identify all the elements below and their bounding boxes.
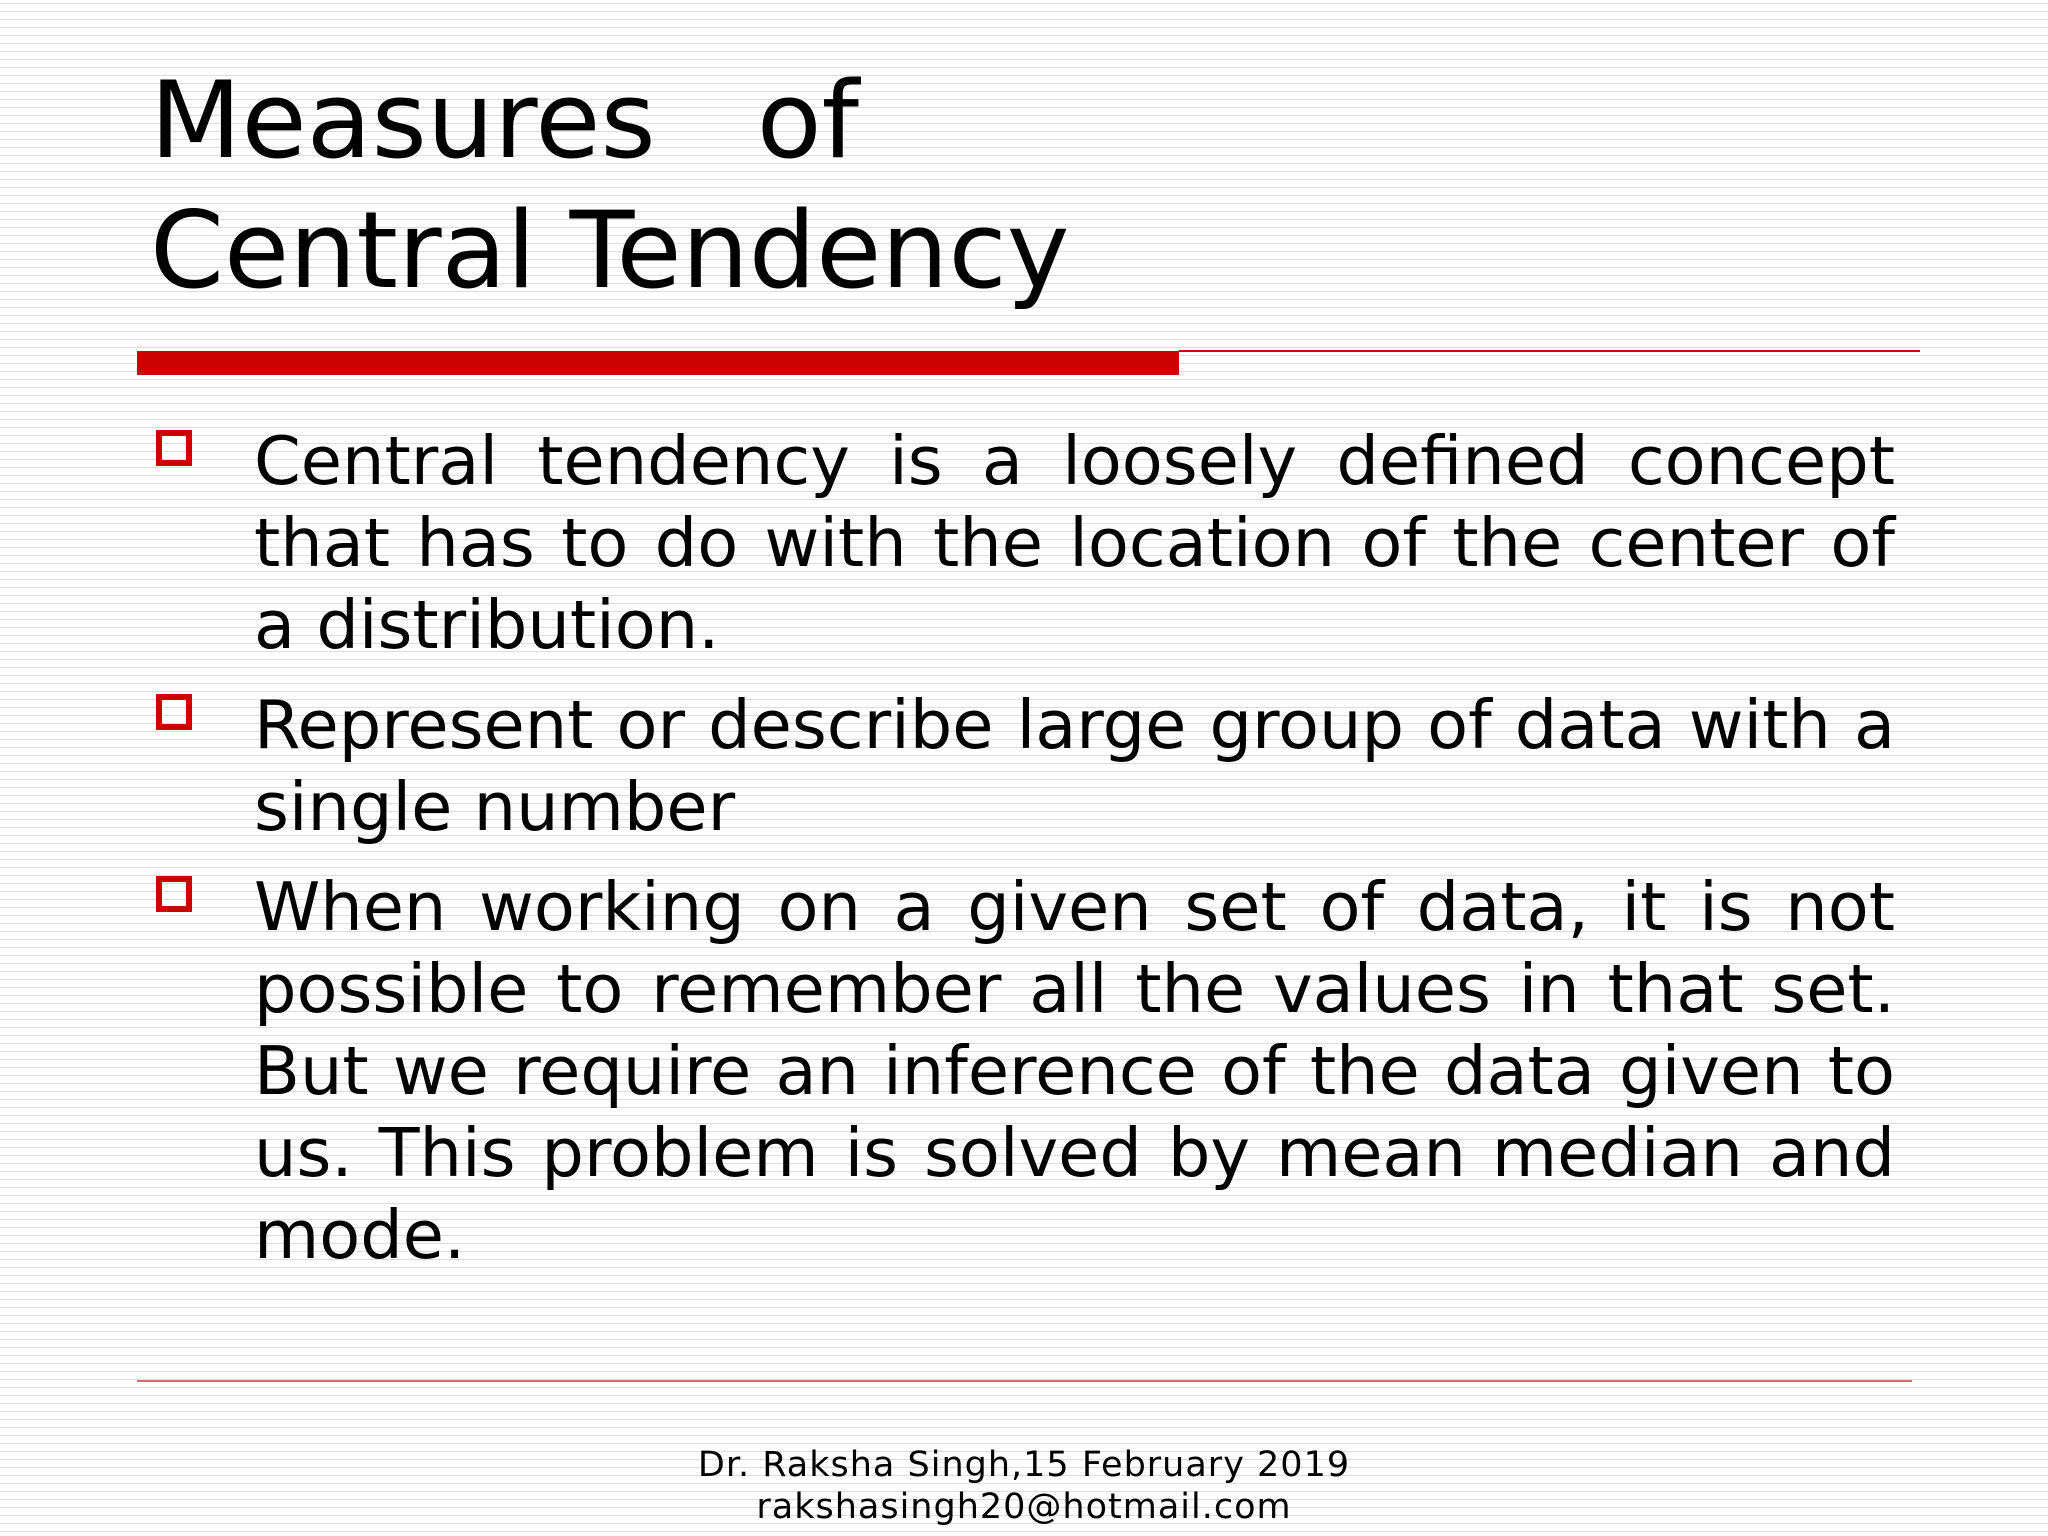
list-item — [150, 684, 1895, 848]
bullet-text: Central tendency is a loosely defined concept that has to do with the location of the center of a distribution. — [254, 422, 1895, 664]
list-item — [150, 866, 1895, 1276]
hollow-square-icon — [156, 694, 192, 730]
footer-email: rakshasingh20@hotmail.com — [756, 1487, 1292, 1527]
footer-divider — [137, 1380, 1912, 1382]
title-line-1: Measures of — [150, 59, 859, 182]
title-line-2: Central Tendency — [150, 189, 1070, 312]
title-underline-thin — [1179, 350, 1920, 352]
list-item — [150, 420, 1895, 666]
slide-title — [150, 56, 1350, 316]
hollow-square-icon — [156, 430, 192, 466]
footer-author-date: Dr. Raksha Singh,15 February 2019 — [697, 1445, 1351, 1485]
hollow-square-icon — [156, 876, 192, 912]
title-underline-thick — [137, 351, 1179, 375]
bullet-text: Represent or describe large group of data with a single number — [254, 686, 1895, 846]
bullet-text: When working on a given set of data, it is not possible to remember all the values in that set. But we require an inference of the data given to us. This problem is solved by mean median and mode. — [254, 868, 1895, 1274]
bullet-list — [150, 420, 1895, 1294]
footer — [0, 1444, 2048, 1528]
